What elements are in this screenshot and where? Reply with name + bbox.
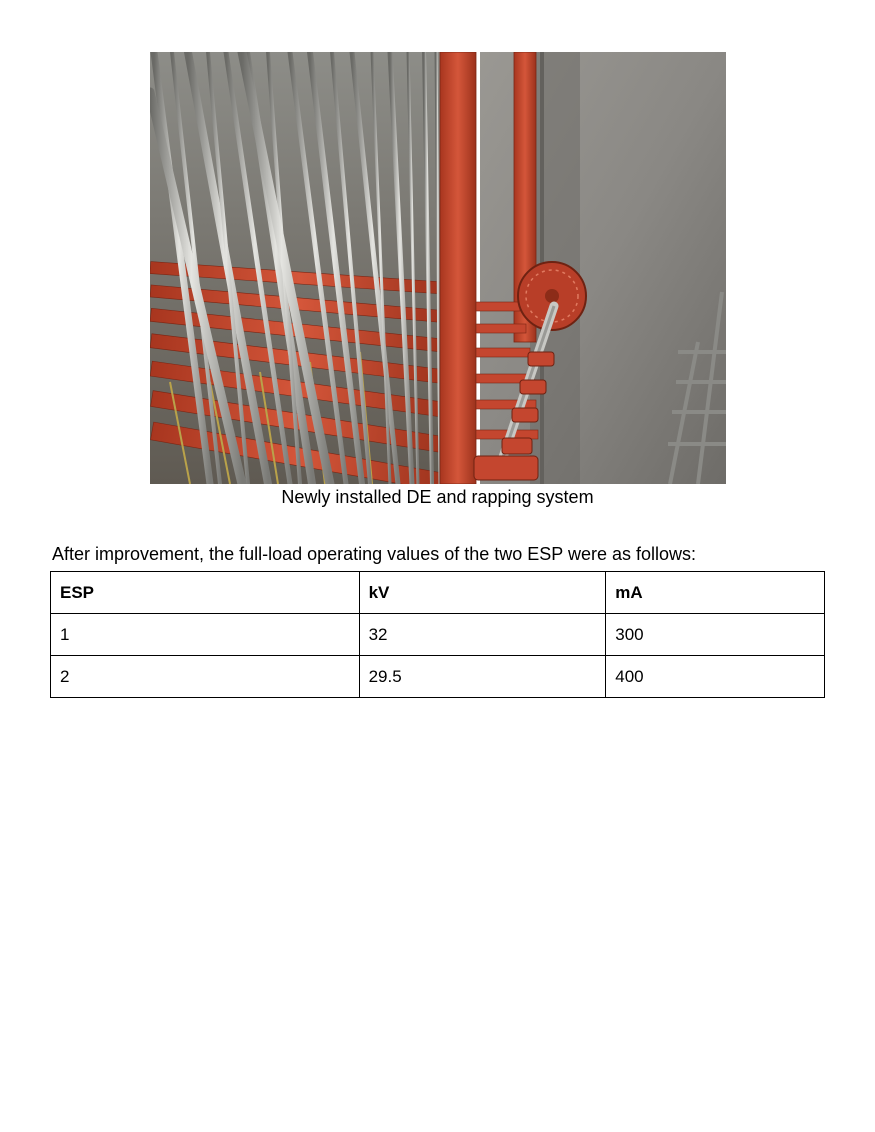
- cell-kv: 32: [359, 614, 606, 656]
- header-esp: ESP: [51, 572, 360, 614]
- photo-caption: Newly installed DE and rapping system: [281, 487, 594, 507]
- cell-ma: 400: [606, 656, 825, 698]
- cell-esp: 1: [51, 614, 360, 656]
- table-header-row: [51, 572, 825, 614]
- header-kv: kV: [359, 572, 606, 614]
- esp-photo-graphic: [150, 52, 726, 484]
- table-row: [51, 614, 825, 656]
- cell-esp: 2: [51, 656, 360, 698]
- esp-values-table: [50, 571, 825, 698]
- cell-ma: 300: [606, 614, 825, 656]
- table-row: [51, 656, 825, 698]
- esp-photo: [150, 52, 726, 484]
- intro-paragraph: After improvement, the full-load operating values of the two ESP were as follows:: [52, 544, 696, 564]
- header-ma: mA: [606, 572, 825, 614]
- cell-kv: 29.5: [359, 656, 606, 698]
